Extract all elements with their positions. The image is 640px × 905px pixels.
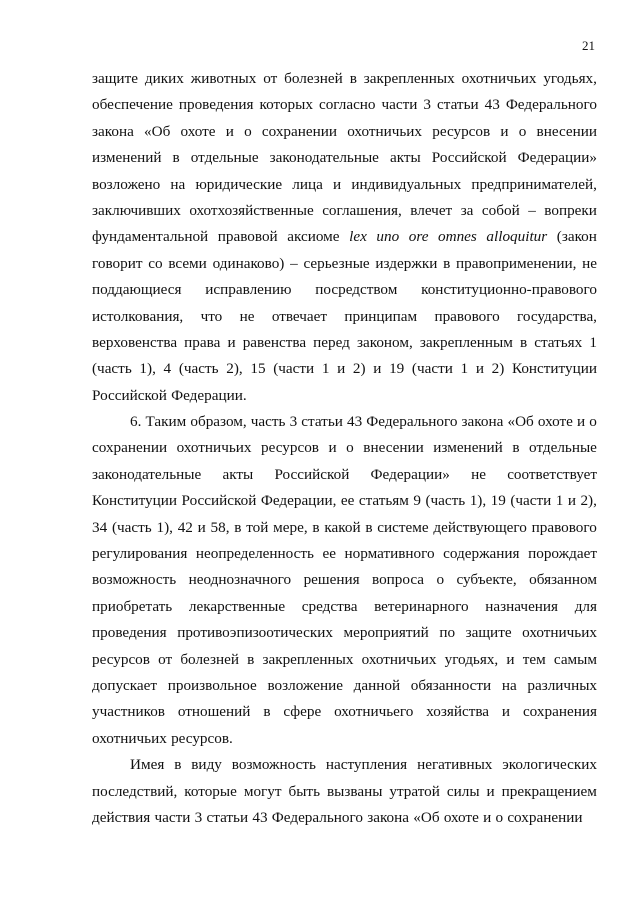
text-line: закона «Об охоте и о сохранении охотничьих ресурсов и о внесении [92, 122, 597, 140]
text-line: Имея в виду возможность наступления негативных экологических [130, 756, 597, 774]
text-line: регулирования неопределенность ее нормативного содержания порождает [92, 545, 597, 563]
text-line: ресурсов от болезней в закрепленных охотничьих угодьях, и тем самым [92, 650, 597, 668]
text-line: 34 (часть 1), 42 и 58, в той мере, в какой в системе действующего правового [92, 518, 597, 536]
text-line: (часть 1), 4 (часть 2), 15 (части 1 и 2) и 19 (части 1 и 2) Конституции [92, 360, 597, 378]
text-line: последствий, которые могут быть вызваны утратой силы и прекращением [92, 782, 597, 800]
paragraph [92, 66, 597, 409]
text-line: допускает произвольное возложение данной обязанности на различных [92, 676, 597, 694]
text-line: приобретать лекарственные средства ветеринарного назначения для [92, 597, 597, 615]
text-line: изменений в отдельные законодательные акты Российской Федерации» [92, 149, 597, 167]
text-line: участников отношений в сфере охотничьего хозяйства и сохранения [92, 703, 597, 721]
text-line: законодательные акты Российской Федерации» не соответствует [92, 465, 597, 483]
text-line: фундаментальной правовой аксиоме lex uno ore omnes alloquitur (закон [92, 228, 597, 246]
text-line: говорит со всеми одинаково) – серьезные издержки в правоприменении, не [92, 254, 597, 272]
text-line: проведения противоэпизоотических мероприятий по защите охотничьих [92, 624, 597, 642]
paragraph [92, 409, 597, 752]
text-line: охотничьих ресурсов. [92, 729, 233, 747]
body-text [92, 66, 597, 831]
text-line: действия части 3 статьи 43 Федерального закона «Об охоте и о сохранении [92, 808, 583, 826]
text-line: заключивших охотхозяйственные соглашения, влечет за собой – вопреки [92, 201, 597, 219]
text-line: верховенства права и равенства перед законом, закрепленным в статьях 1 [92, 333, 597, 351]
text-line: истолкования, что не отвечает принципам правового государства, [92, 307, 597, 325]
paragraph [92, 752, 597, 831]
text-line: Российской Федерации. [92, 386, 247, 404]
text-line: Конституции Российской Федерации, ее статьям 9 (часть 1), 19 (части 1 и 2), [92, 492, 597, 510]
page-number: 21 [582, 38, 595, 53]
text-line: возможность неоднозначного решения вопроса о субъекте, обязанном [92, 571, 597, 589]
text-line: поддающиеся исправлению посредством конституционно-правового [92, 281, 597, 299]
text-line: защите диких животных от болезней в закрепленных охотничьих угодьях, [92, 70, 597, 87]
text-line: сохранении охотничьих ресурсов и о внесении изменений в отдельные [92, 439, 597, 457]
text-line: возложено на юридические лица и индивидуальных предпринимателей, [92, 175, 597, 193]
text-line: обеспечение проведения которых согласно части 3 статьи 43 Федерального [92, 96, 597, 114]
text-line: 6. Таким образом, часть 3 статьи 43 Федерального закона «Об охоте и о [130, 413, 597, 431]
